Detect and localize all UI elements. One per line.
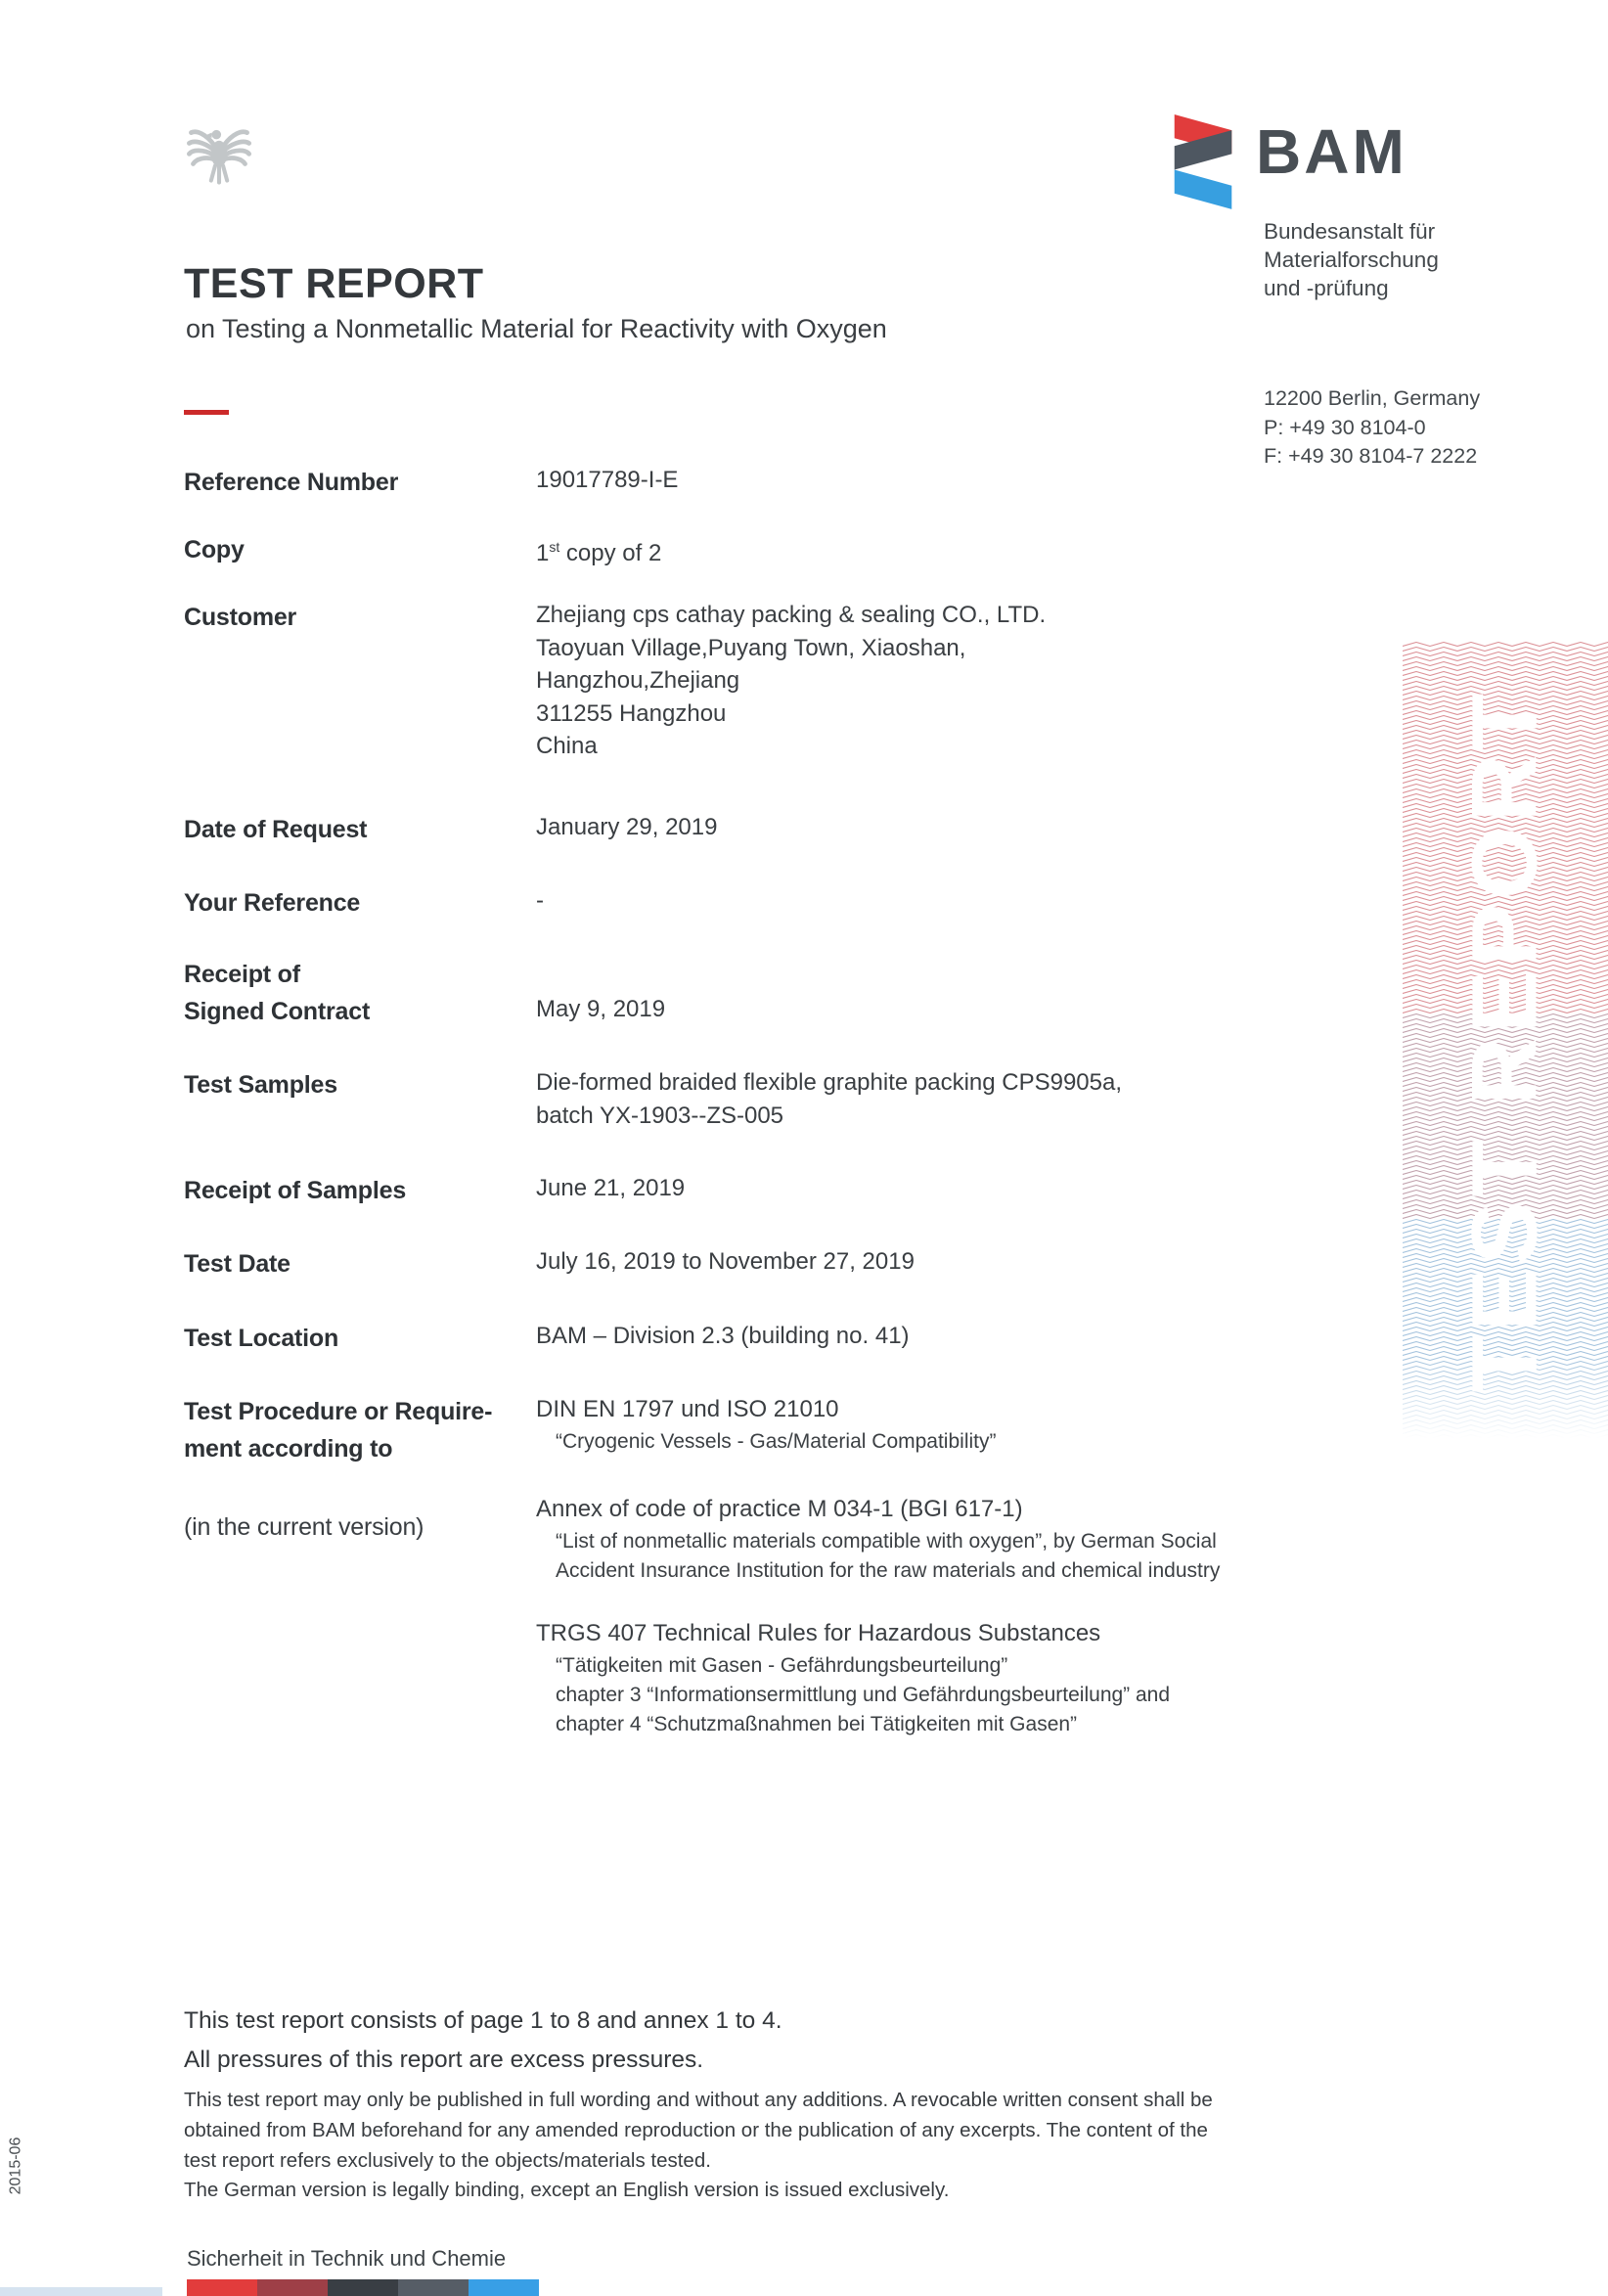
field-label-customer: Customer [184,604,297,631]
field-label-receipt-of-samples: Receipt of Samples [184,1177,407,1204]
page-subtitle: on Testing a Nonmetallic Material for Reactivity with Oxygen [186,314,887,343]
fine-print-line: test report refers exclusively to the objects/materials tested. [184,2148,711,2172]
field-label-copy: Copy [184,536,245,563]
field-value-receipt-of-contract: May 9, 2019 [536,996,666,1022]
bam-address-line: F: +49 30 8104-7 2222 [1264,444,1478,468]
bam-logo-text: BAM [1256,116,1407,187]
field-value-test-location: BAM – Division 2.3 (building no. 41) [536,1323,910,1349]
customer-line: China [536,733,598,759]
field-label-test-samples: Test Samples [184,1071,337,1099]
field-value-trgs: TRGS 407 Technical Rules for Hazardous Substances [536,1620,1101,1646]
field-value-copy: 1st copy of 2 [536,539,662,566]
bam-org-name [1264,217,1439,302]
field-value-test-samples [536,1066,1122,1133]
field-value-test-date: July 16, 2019 to November 27, 2019 [536,1248,915,1275]
field-label-reference-number: Reference Number [184,469,399,496]
scan-artifact [0,2287,162,2296]
red-divider [184,410,229,415]
federal-eagle-icon [186,117,252,192]
field-label-test-procedure: Test Procedure or Require- ment according to [184,1398,493,1463]
bam-address-line: 12200 Berlin, Germany [1264,386,1481,410]
page-title: TEST REPORT [184,260,484,307]
customer-line: Taoyuan Village,Puyang Town, Xiaoshan, [536,634,966,661]
annex-note: “List of nonmetallic materials compatible with oxygen”, by German Social Accident Insurance Institution for the raw materials and chemical industry [556,1530,1221,1582]
fine-print-line: This test report may only be published in full wording and without any additions. A revocable written consent shall be [184,2089,1213,2111]
field-label-current-version: (in the current version) [184,1513,424,1541]
bam-logo-icon [1173,114,1233,217]
color-bar-segment [469,2279,539,2296]
customer-line: Zhejiang cps cathay packing & sealing CO., LTD. [536,602,1047,628]
color-bar-segment [398,2279,469,2296]
customer-line: Hangzhou,Zhejiang [536,667,740,694]
trgs-note: “Tätigkeiten mit Gasen - Gefährdungsbeurteilung” chapter 3 “Informationsermittlung und Gefährdungsbeurteilung” and chapter 4 “Schutzmaßnahmen bei Tätigkeiten mit Gasen” [556,1654,1171,1735]
field-label-receipt-of-contract: Receipt of Signed Contract [184,961,371,1025]
fine-print-line: The German version is legally binding, except an English version is issued exclusively. [184,2179,950,2202]
field-value-reference-number: 19017789-I-E [536,467,679,493]
summary-line: This test report consists of page 1 to 8 and annex 1 to 4. [184,2007,782,2034]
test-procedure-note: “Cryogenic Vessels - Gas/Material Compatibility” [556,1430,997,1453]
fine-print-line: obtained from BAM beforehand for any amended reproduction or the publication of any excerpts. The content of the [184,2118,1208,2141]
color-bar-segment [328,2279,398,2296]
field-value-date-of-request: January 29, 2019 [536,814,718,840]
legal-fine-print [184,2086,1213,2206]
field-value-your-reference: - [536,887,544,914]
report-summary [184,2002,782,2080]
watermark-text: TEST REPORT [1452,687,1557,1393]
test-sample-line: Die-formed braided flexible graphite packing CPS9905a, [536,1069,1123,1096]
bam-org-line: und -prüfung [1264,276,1389,300]
summary-line: All pressures of this report are excess pressures. [184,2047,704,2073]
customer-line: 311255 Hangzhou [536,699,727,727]
field-value-annex: Annex of code of practice M 034-1 (BGI 617-1) [536,1496,1023,1522]
field-value-receipt-of-samples: June 21, 2019 [536,1175,686,1201]
field-value-test-procedure: DIN EN 1797 und ISO 21010 [536,1396,839,1422]
field-label-test-date: Test Date [184,1250,290,1278]
field-label-test-location: Test Location [184,1325,339,1352]
bam-org-line: Materialforschung [1264,248,1439,272]
bam-address-line: P: +49 30 8104-0 [1264,415,1426,439]
test-sample-line: batch YX-1903--ZS-005 [536,1103,784,1129]
color-bar-segment [257,2279,328,2296]
field-label-date-of-request: Date of Request [184,816,368,843]
bam-org-line: Bundesanstalt für [1264,219,1436,244]
form-code: 2015-06 [7,2137,23,2195]
color-bar-segment [187,2279,257,2296]
footer-color-bar [187,2279,539,2296]
field-value-customer [536,599,1046,763]
bam-address [1264,384,1480,472]
bam-slogan: Sicherheit in Technik und Chemie [187,2246,507,2271]
field-label-your-reference: Your Reference [184,889,361,917]
